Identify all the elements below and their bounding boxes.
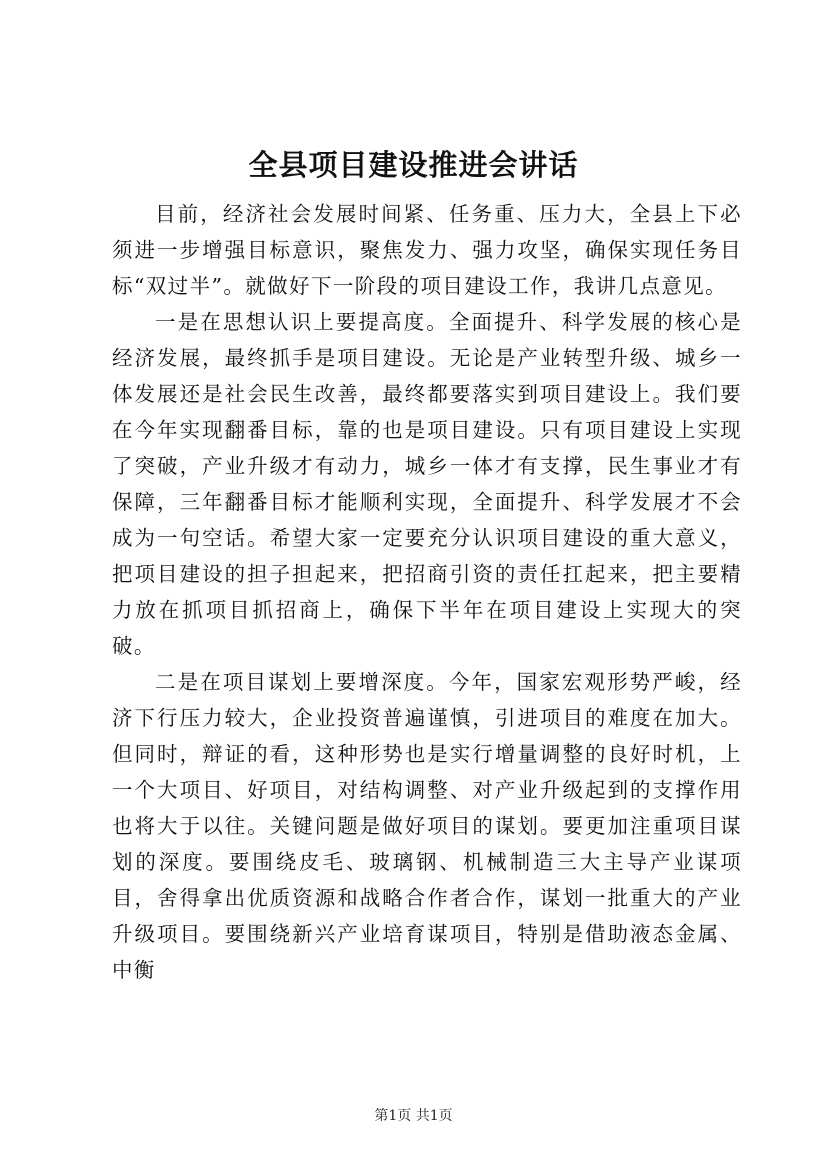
page-number-label: 第1页 共1页	[374, 1108, 453, 1124]
document-title: 全县项目建设推进会讲话	[248, 148, 579, 182]
paragraph-point-two: 二是在项目谋划上要增深度。今年，国家宏观形势严峻，经济下行压力较大，企业投资普遍谨慎，引进项目的难度在加大。但同时，辩证的看，这种形势也是实行增量调整的良好时机，上一个大项目、好项目，对结构调整、对产业升级起到的支撑作用也将大于以往。关键问题是做好项目的谋划。要更加注重项目谋划的深度。要围绕皮毛、玻璃钢、机械制造三大主导产业谋项目，舍得拿出优质资源和战略合作者合作，谋划一批重大的产业升级项目。要围绕新兴产业培育谋项目，特别是借助液态金属、中衡	[112, 670, 742, 982]
paragraph-point-one: 一是在思想认识上要提高度。全面提升、科学发展的核心是经济发展，最终抓手是项目建设。无论是产业转型升级、城乡一体发展还是社会民生改善，最终都要落实到项目建设上。我们要在今年实现翻番目标，靠的也是项目建设。只有项目建设上实现了突破，产业升级才有动力，城乡一体才有支撑，民生事业才有保障，三年翻番目标才能顺利实现，全面提升、科学发展才不会成为一句空话。希望大家一定要充分认识项目建设的重大意义，把项目建设的担子担起来，把招商引资的责任扛起来，把主要精力放在抓项目抓招商上，确保下半年在项目建设上实现大的突破。	[112, 310, 742, 658]
page-footer	[0, 1106, 827, 1126]
paragraph-intro: 目前，经济社会发展时间紧、任务重、压力大，全县上下必须进一步增强目标意识，聚焦发力、强力攻坚，确保实现任务目标“双过半”。就做好下一阶段的项目建设工作，我讲几点意见。	[112, 202, 742, 298]
document-body	[112, 196, 742, 988]
